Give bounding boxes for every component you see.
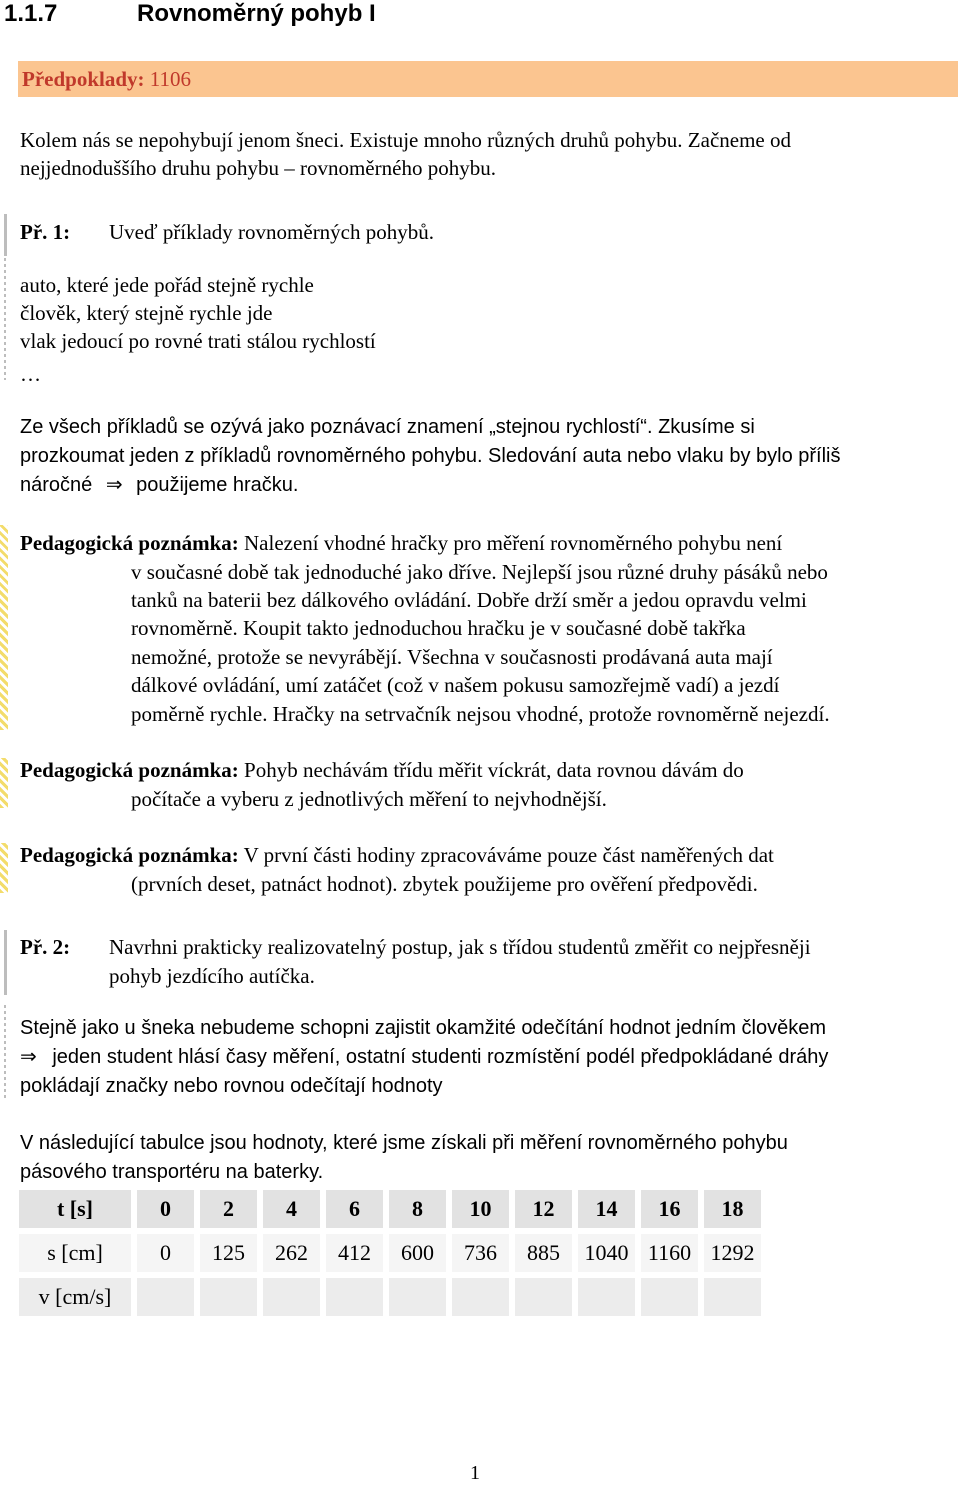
paragraph-line	[20, 471, 298, 500]
row-label-velocity: v [cm/s]	[19, 1278, 131, 1316]
table-cell: 0	[137, 1234, 194, 1272]
example-1-text: Uveď příklady rovnoměrných pohybů.	[109, 220, 435, 244]
answer-line	[20, 1043, 828, 1072]
table-cell	[515, 1278, 572, 1316]
row-label-time: t [s]	[19, 1190, 131, 1228]
table-cell: 1160	[641, 1234, 698, 1272]
table-cell: 736	[452, 1234, 509, 1272]
table-cell	[200, 1278, 257, 1316]
paragraph-text: použijeme hračku.	[136, 474, 299, 496]
note-line: rovnoměrně. Koupit takto jednoduchou hračku je v současné době takřka	[131, 616, 746, 640]
table-cell: 8	[389, 1190, 446, 1228]
table-cell: 412	[326, 1234, 383, 1272]
table-intro-line: pásového transportéru na baterky.	[20, 1161, 324, 1183]
answer-line: …	[20, 362, 41, 386]
section-number: 1.1.7	[4, 0, 58, 27]
table-cell: 14	[578, 1190, 635, 1228]
note-line: v současné době tak jednoduché jako dříve. Nejlepší jsou různé druhy pásáků nebo	[131, 560, 828, 584]
table-cell	[137, 1278, 194, 1316]
answer-line: pokládají značky nebo rovnou odečítají hodnoty	[20, 1075, 443, 1097]
table-cell: 885	[515, 1234, 572, 1272]
table-cell	[389, 1278, 446, 1316]
intro-line-2: nejjednoduššího druhu pohybu – rovnoměrného pohybu.	[20, 156, 496, 180]
answer-margin-bar	[4, 1005, 6, 1100]
paragraph-text: náročné	[20, 474, 93, 496]
table-cell: 16	[641, 1190, 698, 1228]
section-title: Rovnoměrný pohyb I	[137, 0, 376, 27]
table-cell	[641, 1278, 698, 1316]
paragraph-line: Ze všech příkladů se ozývá jako poznávací znamení „stejnou rychlostí“. Zkusíme si	[20, 416, 755, 438]
example-2-label: Př. 2:	[20, 935, 71, 959]
note-label: Pedagogická poznámka:	[20, 843, 239, 867]
measurement-table	[13, 1184, 767, 1322]
implies-arrow-icon: ⇒	[20, 1046, 37, 1068]
example-1-label: Př. 1:	[20, 220, 71, 244]
note-first-line	[20, 756, 744, 784]
answer-line: auto, které jede pořád stejně rychle	[20, 273, 314, 297]
table-cell: 0	[137, 1190, 194, 1228]
example-margin-bar	[4, 214, 7, 256]
table-row-time	[19, 1190, 761, 1228]
note-text: Nalezení vhodné hračky pro měření rovnoměrného pohybu není	[244, 531, 783, 555]
table-cell: 4	[263, 1190, 320, 1228]
table-cell: 125	[200, 1234, 257, 1272]
answer-line: člověk, který stejně rychle jde	[20, 301, 273, 325]
answer-margin-bar	[4, 258, 6, 380]
table-cell: 2	[200, 1190, 257, 1228]
table-cell: 1040	[578, 1234, 635, 1272]
note-label: Pedagogická poznámka:	[20, 531, 239, 555]
table-cell	[326, 1278, 383, 1316]
intro-line-1: Kolem nás se nepohybují jenom šneci. Existuje mnoho různých druhů pohybu. Začneme od	[20, 128, 792, 152]
implies-arrow-icon: ⇒	[105, 474, 123, 496]
table-cell: 12	[515, 1190, 572, 1228]
table-cell: 1292	[704, 1234, 761, 1272]
table-cell	[263, 1278, 320, 1316]
note-first-line	[20, 529, 782, 557]
note-line: počítače a vyberu z jednotlivých měření to nejvhodnější.	[131, 787, 607, 811]
example-2-line: Navrhni prakticky realizovatelný postup, jak s třídou studentů změřit co nejpřesněji	[109, 935, 811, 959]
table-cell	[452, 1278, 509, 1316]
table-cell: 262	[263, 1234, 320, 1272]
note-line: tanků na baterii bez dálkového ovládání. Dobře drží směr a jedou opravdu velmi	[131, 588, 807, 612]
note-line: nemožné, protože se nevyrábějí. Všechna v současnosti prodávaná auta mají	[131, 645, 773, 669]
prerequisites-value: 1106	[149, 67, 191, 91]
table-cell: 6	[326, 1190, 383, 1228]
note-line: poměrně rychle. Hračky na setrvačník nejsou vhodné, protože rovnoměrně nejezdí.	[131, 702, 830, 726]
row-label-distance: s [cm]	[19, 1234, 131, 1272]
table-row-distance	[19, 1234, 761, 1272]
note-line: dálkové ovládání, umí zatáčet (což v našem pokusu samozřejmě vadí) a jezdí	[131, 673, 780, 697]
note-line: (prvních deset, patnáct hodnot). zbytek použijeme pro ověření předpovědi.	[131, 872, 758, 896]
note-label: Pedagogická poznámka:	[20, 758, 239, 782]
page-number: 1	[470, 1462, 480, 1484]
note-text: V první části hodiny zpracováváme pouze část naměřených dat	[243, 843, 774, 867]
note-first-line	[20, 841, 774, 869]
prerequisites-line	[22, 61, 191, 97]
paragraph-line: prozkoumat jeden z příkladů rovnoměrného pohybu. Sledování auta nebo vlaku by bylo příliš	[20, 445, 841, 467]
note-text: Pohyb nechávám třídu měřit víckrát, data rovnou dávám do	[244, 758, 744, 782]
table-cell	[578, 1278, 635, 1316]
example-2-line: pohyb jezdícího autíčka.	[109, 964, 315, 988]
table-intro-line: V následující tabulce jsou hodnoty, které jsme získali při měření rovnoměrného pohybu	[20, 1132, 788, 1154]
table-row-velocity	[19, 1278, 761, 1316]
answer-text: jeden student hlásí časy měření, ostatní studenti rozmístění podél předpokládané dráhy	[52, 1046, 829, 1068]
note-margin-bar	[0, 758, 8, 808]
table-cell: 18	[704, 1190, 761, 1228]
table-cell	[704, 1278, 761, 1316]
table-cell: 600	[389, 1234, 446, 1272]
example-margin-bar	[4, 930, 7, 995]
note-margin-bar	[0, 843, 8, 893]
prerequisites-label: Předpoklady:	[22, 67, 145, 91]
answer-line: vlak jedoucí po rovné trati stálou rychlostí	[20, 329, 376, 353]
note-margin-bar	[0, 525, 8, 730]
answer-line: Stejně jako u šneka nebudeme schopni zajistit okamžité odečítání hodnot jedním člověkem	[20, 1017, 827, 1039]
table-cell: 10	[452, 1190, 509, 1228]
